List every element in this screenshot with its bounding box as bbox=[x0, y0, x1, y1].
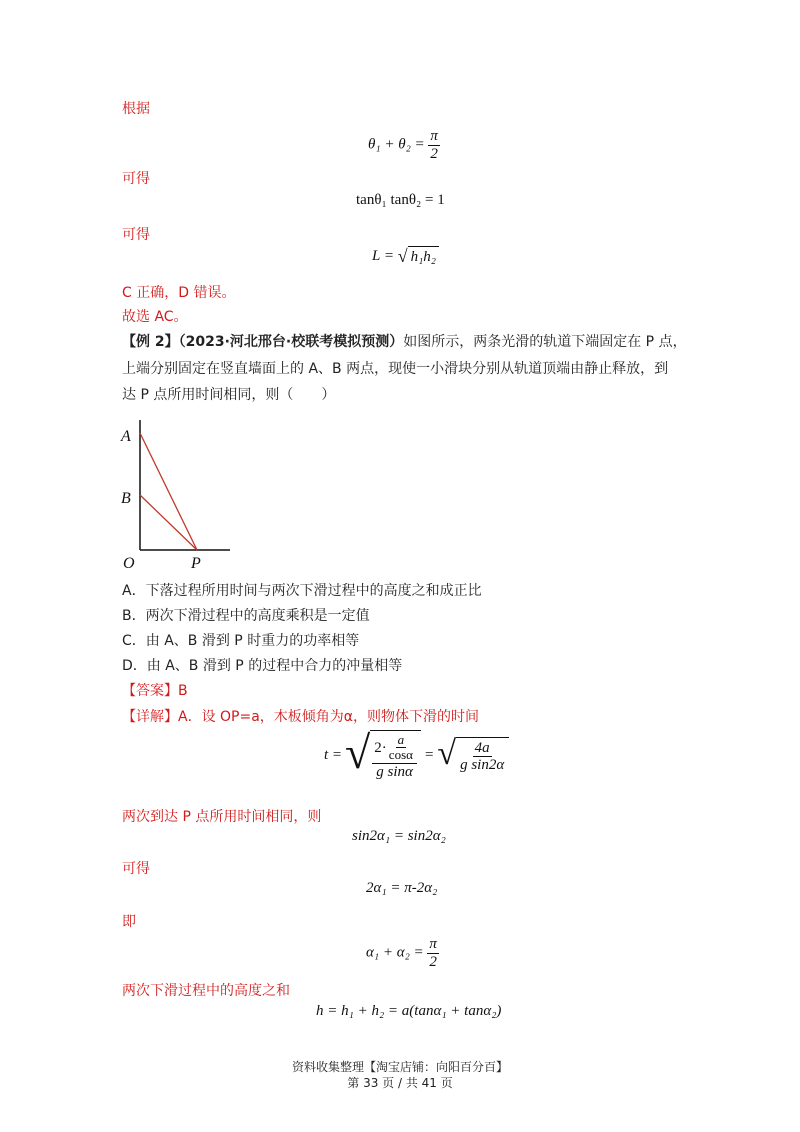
track-A bbox=[140, 433, 197, 550]
text-genju: 根据 bbox=[122, 101, 150, 117]
option-B: B．两次下滑过程中的高度乘积是一定值 bbox=[122, 608, 370, 624]
text-c-correct: C 正确，D 错误。 bbox=[122, 285, 236, 301]
text-same-time: 两次到达 P 点所用时间相同，则 bbox=[122, 809, 322, 825]
eq1-left: θ₁ + θ₂ = bbox=[368, 136, 425, 153]
eq4-den2: g sin2α bbox=[460, 757, 505, 774]
eq4-cos: cosα bbox=[388, 747, 413, 763]
detail-text: A．设 OP=a，木板倾角为α，则物体下滑的时间 bbox=[178, 709, 480, 725]
eq4-radicand-1 bbox=[370, 730, 421, 780]
sqrt-icon: √ bbox=[437, 734, 457, 772]
equation-L bbox=[372, 246, 439, 267]
eq4-outer-frac bbox=[372, 733, 417, 780]
option-A: A．下落过程所用时间与两次下滑过程中的高度之和成正比 bbox=[122, 583, 482, 599]
example-line-2: 上端分别固定在竖直墙面上的 A、B 两点，现使一小滑块分别从轨道顶端由静止释放，到 bbox=[122, 361, 669, 377]
example-line-3: 达 P 点所用时间相同，则（ ） bbox=[122, 387, 336, 403]
answer-line: 【答案】B bbox=[122, 683, 188, 699]
eq7-left: α₁ + α₂ = bbox=[366, 944, 424, 961]
option-C: C．由 A、B 滑到 P 时重力的功率相等 bbox=[122, 633, 360, 649]
detail-line bbox=[122, 706, 479, 726]
option-D: D．由 A、B 滑到 P 的过程中合力的冲量相等 bbox=[122, 658, 403, 674]
eq4-den1: g sinα bbox=[376, 763, 413, 780]
equation-sin: sin2α₁ = sin2α₂ bbox=[352, 828, 446, 844]
eq3-left: L = bbox=[372, 247, 394, 264]
eq4-frac-2 bbox=[458, 740, 506, 774]
eq4-radicand-2 bbox=[456, 737, 509, 774]
eq7-fraction bbox=[427, 936, 439, 970]
eq4-sqrt-2 bbox=[437, 734, 509, 774]
eq4-sqrt-1 bbox=[345, 727, 421, 780]
example-line1-rest: 如图所示，两条光滑的轨道下端固定在 P 点， bbox=[403, 334, 687, 350]
detail-tag: 【详解】 bbox=[122, 709, 178, 725]
eq1-den: 2 bbox=[430, 145, 438, 162]
eq4-outer-num bbox=[372, 733, 417, 764]
eq7-den: 2 bbox=[429, 953, 437, 970]
eq4-t: t = bbox=[324, 746, 343, 763]
equation-2alpha: 2α₁ = π-2α₂ bbox=[366, 880, 438, 896]
eq4-4a: 4a bbox=[474, 739, 490, 756]
eq4-a: a bbox=[397, 732, 405, 747]
sqrt-icon: √ bbox=[345, 727, 371, 778]
equation-time bbox=[324, 727, 509, 780]
footer-page-number: 第 33 页 / 共 41 页 bbox=[347, 1076, 453, 1090]
eq4-inner-frac bbox=[387, 733, 415, 763]
text-kede-1: 可得 bbox=[122, 171, 150, 187]
label-A: A bbox=[121, 428, 131, 445]
example-source: （2023·河北邢台·校联考模拟预测） bbox=[178, 334, 404, 350]
eq1-num: π bbox=[430, 128, 438, 144]
label-O: O bbox=[123, 555, 135, 572]
text-height-sum: 两次下滑过程中的高度之和 bbox=[122, 983, 290, 999]
equation-tan-product: tanθ₁ tanθ₂ = 1 bbox=[356, 192, 445, 208]
example-tag: 【例 2】 bbox=[122, 334, 179, 350]
sqrt-icon: √ bbox=[397, 246, 408, 266]
text-ji: 即 bbox=[122, 914, 136, 930]
eq7-num: π bbox=[429, 936, 437, 952]
text-kede-2: 可得 bbox=[122, 227, 150, 243]
eq4-two: 2· bbox=[374, 739, 387, 756]
equation-height: h = h₁ + h₂ = a(tanα₁ + tanα₂) bbox=[316, 1003, 502, 1019]
example-line-1 bbox=[122, 331, 687, 351]
equation-theta-sum bbox=[368, 128, 440, 162]
equation-alpha-sum bbox=[366, 936, 439, 970]
label-B: B bbox=[121, 490, 131, 507]
track-B bbox=[140, 495, 197, 550]
eq3-radicand: h₁h₂ bbox=[408, 246, 439, 267]
text-choose-ac: 故选 AC。 bbox=[122, 309, 188, 325]
footer-source: 资料收集整理【淘宝店铺：向阳百分百】 bbox=[291, 1060, 508, 1074]
text-kede-3: 可得 bbox=[122, 861, 150, 877]
label-P: P bbox=[191, 555, 201, 572]
eq3-sqrt bbox=[398, 246, 439, 267]
incline-figure bbox=[115, 415, 240, 575]
eq1-fraction bbox=[428, 128, 440, 162]
eq4-equals: = bbox=[424, 746, 434, 763]
